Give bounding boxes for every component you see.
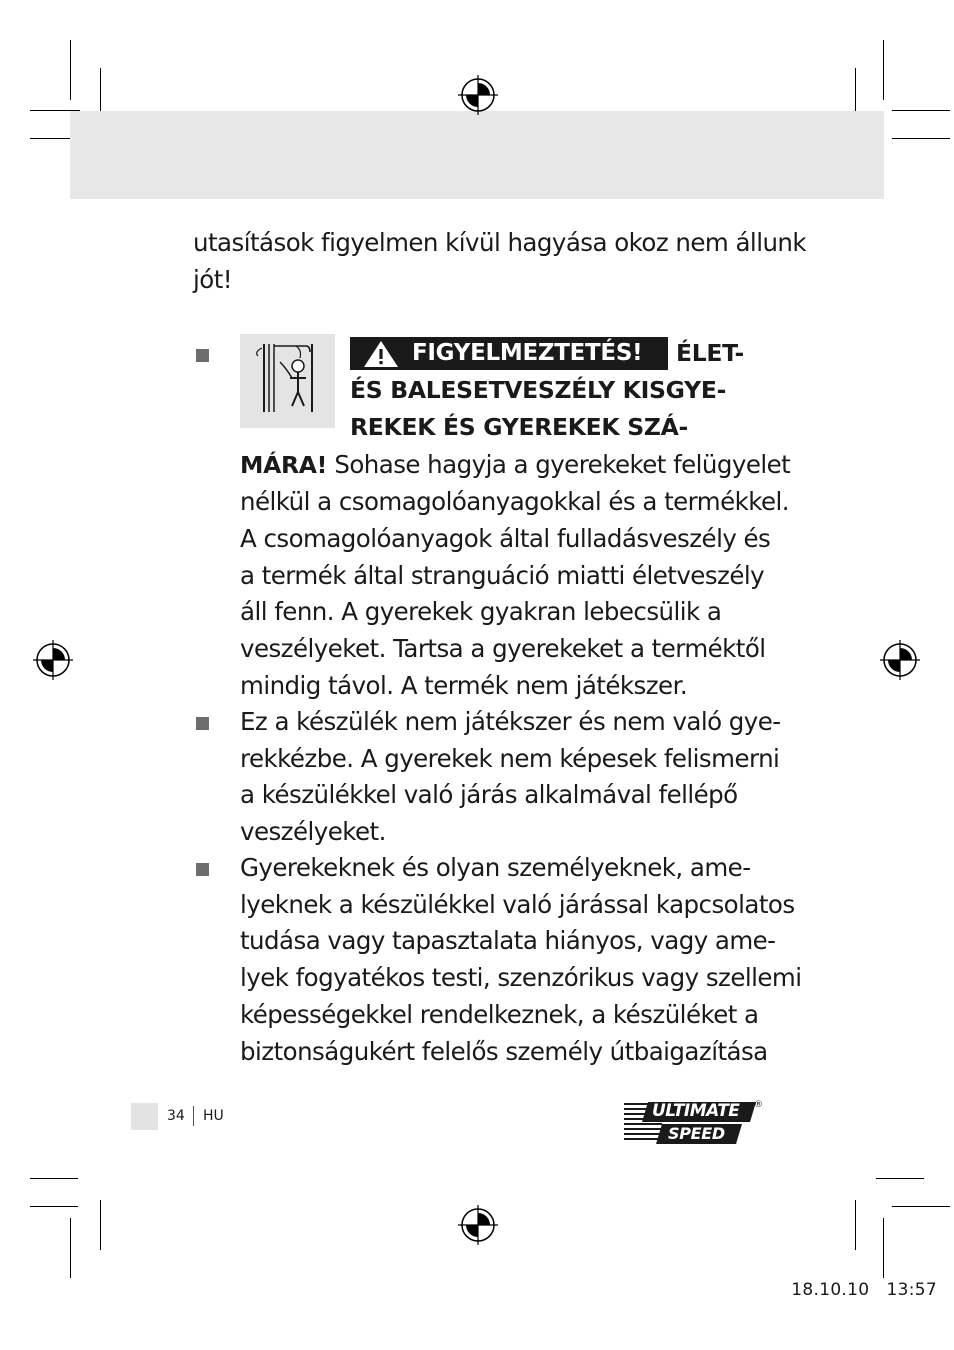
bullet2-line: veszélyeket. [240,817,386,846]
bullet3-line: lyek fogyatékos testi, szenzórikus vagy szellemi [240,963,802,992]
registration-mark-icon [880,640,920,680]
intro-line-2: jót! [193,265,233,294]
registration-mark-icon [33,640,73,680]
warning-heading-end: MÁRA! [240,451,328,479]
header-band [70,111,884,199]
bullet3-line: tudása vagy tapasztalata hiányos, vagy ame- [240,926,776,955]
bullet-icon [196,863,209,876]
footer-divider [193,1106,194,1126]
registration-mark-icon [458,75,498,115]
warning-body-line: áll fenn. A gyerekek gyakran lebecsülik a [240,597,722,626]
language-code: HU [203,1108,224,1124]
bullet2-line: rekkézbe. A gyerekek nem képesek felismerni [240,744,780,773]
warning-heading-line-1: ÉLET- [676,339,744,367]
warning-triangle-icon [362,339,400,369]
logo-text-top: ULTIMATE [652,1101,740,1121]
bullet3-line: képességekkel rendelkeznek, a készüléket a [240,1000,759,1029]
page-number: 34 [167,1108,185,1124]
registered-mark: ® [754,1100,763,1110]
bullet2-line: a készülékkel való járás alkalmával fellépő [240,780,738,809]
warning-body-line: mindig távol. A termék nem játékszer. [240,671,688,700]
warning-heading-line-3: REKEK ÉS GYEREKEK SZÁ- [350,413,688,441]
child-strangulation-icon [240,334,335,428]
print-time: 13:57 [886,1280,937,1300]
print-stamp [791,1280,937,1300]
page-number-box [131,1103,158,1130]
intro-line-1: utasítások figyelmen kívül hagyása okoz nem állunk [193,228,807,257]
registration-mark-icon [458,1205,498,1245]
warning-body-line: nélkül a csomagolóanyagokkal és a termékkel. [240,487,790,516]
warning-heading-line-2: ÉS BALESETVESZÉLY KISGYE- [350,376,727,404]
bullet3-line: Gyerekeknek és olyan személyeknek, ame- [240,853,751,882]
warning-body-line: veszélyeket. Tartsa a gyerekeket a terméktől [240,634,766,663]
bullet2-line: Ez a készülék nem játékszer és nem való gye- [240,707,781,736]
bullet-icon [196,717,209,730]
warning-first-line [240,446,790,484]
bullet3-line: biztonságukért felelős személy útbaigazítása [240,1037,768,1066]
warning-body-line: A csomagolóanyagok által fulladásveszély és [240,524,771,553]
warning-body-line: a termék által stranguáció miatti életveszély [240,561,765,590]
brand-logo [622,1100,762,1148]
print-date: 18.10.10 [791,1280,870,1300]
bullet-icon [196,349,209,362]
warning-label: FIGYELMEZTETÉS! [412,340,643,366]
logo-text-bottom: SPEED [668,1124,725,1143]
warning-first-line-rest: Sohase hagyja a gyerekeket felügyelet [327,450,791,479]
bullet3-line: lyeknek a készülékkel való járással kapcsolatos [240,890,795,919]
